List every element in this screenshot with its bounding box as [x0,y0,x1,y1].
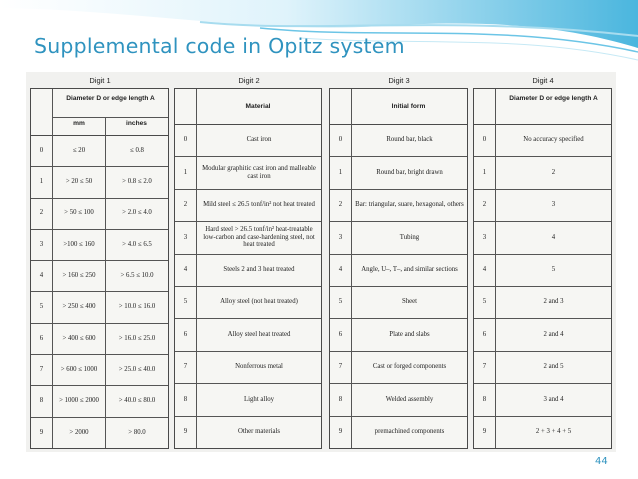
digit3-heading: Digit 3 [388,76,410,85]
digit3-cell-d: 1 [338,168,343,176]
digit1-cell-in: > 16.0 ≤ 25.0 [118,334,156,342]
digit2-header-label: Material [245,103,271,110]
digit2-row [175,351,321,384]
digit2-row [175,254,321,287]
digit1-cell-in: > 4.0 ≤ 6.5 [122,240,152,248]
digit4-cell-d: 0 [482,136,487,144]
digit3-cell-d: 7 [338,363,343,371]
digit1-cell-in: > 40.0 ≤ 80.0 [118,397,156,405]
digit3-cell-v: Sheet [401,298,418,306]
digit4-row [474,318,611,351]
digit3-cell-d: 5 [338,298,343,306]
digit3-row [330,124,467,157]
digit4-block [473,72,613,450]
digit4-cell-d: 8 [482,395,487,403]
digit1-cell-mm: > 400 ≤ 600 [62,334,96,342]
digit2-cell-d: 8 [183,395,188,403]
digit1-cell-in: > 2.0 ≤ 4.0 [122,209,152,217]
digit2-heading: Digit 2 [238,76,260,85]
digit3-row [330,189,467,222]
digit2-cell-v: Alloy steel (not heat treated) [220,298,298,306]
digit2-row [175,286,321,319]
digit3-block [329,72,469,450]
digit1-header-label: Diameter D or edge length A [66,95,155,102]
digit1-row [31,385,168,417]
digit2-table [174,88,322,449]
digit2-cell-v: Other materials [237,427,281,435]
digit2-cell-d: 0 [183,136,188,144]
digit3-cell-v: Cast or forged components [372,363,447,371]
digit1-cell-d: 6 [39,334,44,342]
digit4-cell-v: 2 [551,168,556,176]
digit1-cell-mm: > 160 ≤ 250 [62,272,96,280]
digit2-cell-v: Alloy steel heat treated [227,330,291,338]
digit4-row [474,124,611,157]
digit1-cell-d: 5 [39,303,44,311]
digit1-cell-d: 7 [39,365,44,373]
digit2-cell-v: Nonferrous metal [235,363,283,371]
digit4-cell-d: 7 [482,363,487,371]
digit3-cell-d: 3 [338,233,343,241]
digit3-header-label: Initial form [391,103,426,110]
digit1-cell-mm: > 1000 ≤ 2000 [59,397,99,405]
digit4-cell-v: 2 and 3 [543,298,564,306]
digit1-cell-d: 4 [39,272,44,280]
digit2-cell-v: Light alloy [243,395,274,403]
digit2-cell-d: 7 [183,363,188,371]
digit3-row [330,351,467,384]
digit1-row [31,260,168,292]
digit1-cell-in: > 10.0 ≤ 16.0 [118,303,156,311]
digit1-table [30,88,169,449]
digit1-cell-d: 1 [39,178,44,186]
digit1-col-mm: mm [73,120,85,127]
digit2-cell-v: Modular graphitic cast iron and malleable cast iron [202,164,316,180]
digit1-cell-in: > 6.5 ≤ 10.0 [120,272,154,280]
digit3-cell-v: Welded assembly [385,395,434,403]
digit2-cell-d: 3 [183,233,188,241]
digit4-table [473,88,612,449]
digit1-row [31,166,168,198]
digit4-cell-d: 3 [482,233,487,241]
digit1-heading: Digit 1 [89,76,111,85]
digit3-table [329,88,468,449]
digit2-block [174,72,324,450]
digit4-cell-d: 1 [482,168,487,176]
digit1-cell-in: > 80.0 [128,428,146,436]
digit3-cell-d: 4 [338,265,343,273]
digit1-cell-mm: > 50 ≤ 100 [64,209,94,217]
digit4-cell-v: 5 [551,265,556,273]
digit3-cell-d: 0 [338,136,343,144]
digit1-cell-d: 2 [39,209,44,217]
digit4-cell-d: 5 [482,298,487,306]
digit3-cell-v: Plate and slabs [389,330,430,338]
digit2-row [175,416,321,448]
digit4-cell-d: 6 [482,330,487,338]
digit4-row [474,156,611,189]
digit1-row [31,229,168,261]
digit2-row [175,318,321,351]
digit4-row [474,351,611,384]
digit1-cell-mm: > 600 ≤ 1000 [60,365,98,373]
slide-title: Supplemental code in Opitz system [34,34,405,58]
digit1-header-divider [53,117,168,118]
digit1-row [31,198,168,230]
digit2-cell-v: Steels 2 and 3 heat treated [223,265,295,273]
digit1-cell-in: > 0.8 ≤ 2.0 [122,178,152,186]
digit3-row [330,318,467,351]
digit4-row [474,189,611,222]
digit3-row [330,383,467,416]
digit2-cell-v: Cast iron [246,136,272,144]
digit1-block [30,72,170,450]
digit4-heading: Digit 4 [532,76,554,85]
digit3-row [330,221,467,254]
digit4-cell-v: 3 [551,201,556,209]
digit3-cell-d: 9 [338,427,343,435]
digit4-row [474,221,611,254]
digit2-cell-d: 5 [183,298,188,306]
digit4-cell-v: No accuracy specified [523,136,584,144]
digit2-row [175,124,321,157]
digit3-row [330,416,467,448]
digit2-cell-d: 6 [183,330,188,338]
digit1-cell-d: 0 [39,146,44,154]
digit4-cell-v: 4 [551,233,556,241]
digit2-cell-d: 4 [183,265,188,273]
digit3-cell-d: 2 [338,201,343,209]
digit1-cell-in: ≤ 0.8 [130,146,144,154]
digit3-row [330,254,467,287]
digit3-cell-v: premachined components [374,427,445,435]
digit3-cell-v: Round bar, black [386,136,433,144]
digit4-cell-v: 2 and 5 [543,363,564,371]
digit4-row [474,254,611,287]
opitz-code-table [26,72,616,452]
digit3-row [330,156,467,189]
digit1-cell-mm: > 2000 [69,428,89,436]
digit1-row [31,323,168,355]
digit1-cell-d: 8 [39,397,44,405]
digit3-cell-d: 6 [338,330,343,338]
digit4-cell-d: 9 [482,427,487,435]
digit4-row [474,416,611,448]
digit4-cell-d: 2 [482,201,487,209]
digit4-header-label: Diameter D or edge length A [509,95,598,102]
digit1-row [31,354,168,386]
digit4-cell-v: 3 and 4 [543,395,564,403]
digit3-cell-v: Round bar, bright drawn [376,168,443,176]
digit3-cell-v: Bar: triangular, suare, hexagonal, others [355,201,464,209]
digit1-cell-in: > 25.0 ≤ 40.0 [118,365,156,373]
digit3-cell-v: Tubing [399,233,420,241]
digit2-cell-v: Mild steel ≤ 26.5 tonf/in² not heat treated [203,201,315,209]
digit1-cell-d: 3 [39,240,44,248]
digit3-cell-d: 8 [338,395,343,403]
digit1-row [31,292,168,324]
digit2-cell-d: 1 [183,168,188,176]
digit3-row [330,286,467,319]
digit2-row [175,383,321,416]
digit4-cell-v: 2 and 4 [543,330,564,338]
digit4-cell-d: 4 [482,265,487,273]
digit1-cell-mm: > 250 ≤ 400 [62,303,96,311]
digit2-row [175,221,321,254]
digit4-row [474,383,611,416]
digit1-row [31,135,168,167]
digit2-cell-d: 2 [183,201,188,209]
digit1-col-inches: inches [126,120,147,127]
digit2-row [175,156,321,189]
digit1-row [31,417,168,448]
page-number: 44 [595,456,608,467]
digit1-cell-mm: >100 ≤ 160 [63,240,95,248]
digit4-cell-v: 2 + 3 + 4 + 5 [535,427,572,435]
digit3-cell-v: Angle, U–, T–, and similar sections [361,265,458,273]
digit1-cell-d: 9 [39,428,44,436]
digit2-cell-d: 9 [183,427,188,435]
digit2-cell-v: Hard steel > 26.5 tonf/in² heat-treatable low-carbon and case-hardening steel, not heat treated [203,225,315,249]
digit2-row [175,189,321,222]
digit1-cell-mm: > 20 ≤ 50 [65,178,93,186]
digit4-row [474,286,611,319]
digit1-cell-mm: ≤ 20 [72,146,86,154]
